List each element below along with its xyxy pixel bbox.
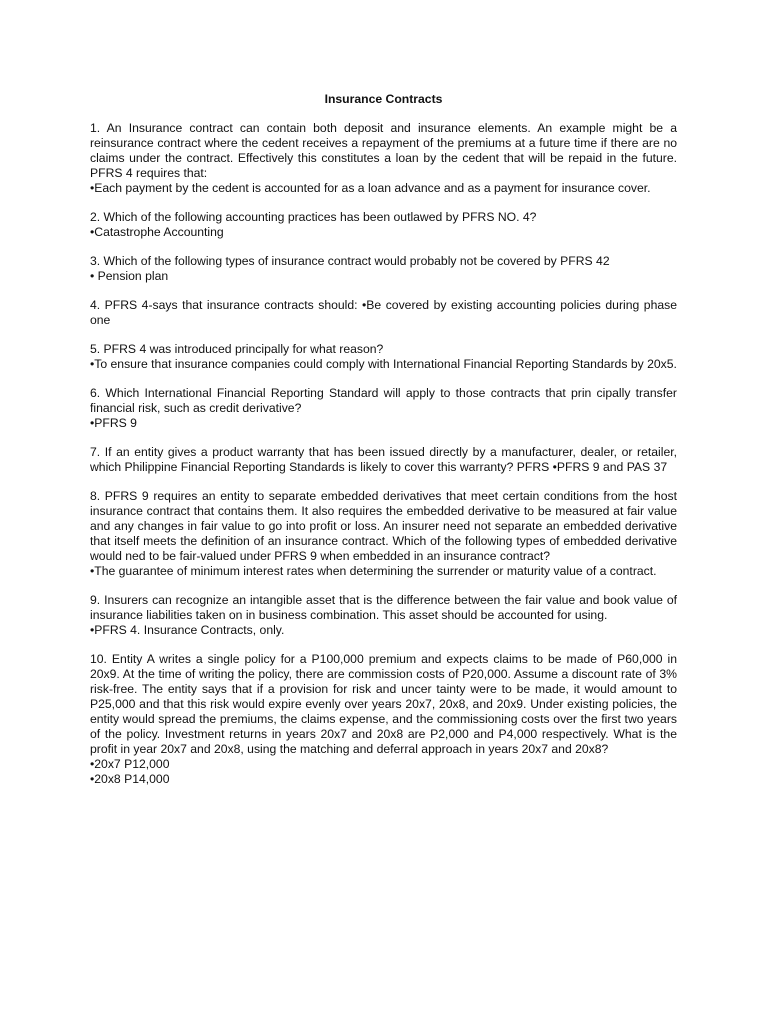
question-text: 2. Which of the following accounting practices has been outlawed by PFRS NO. 4? [90, 210, 537, 224]
question-text: 6. Which International Financial Reporting Standard will apply to those contracts that prin cipally transfer financial risk, such as credit derivative? [90, 386, 677, 415]
question-9 [90, 593, 677, 638]
answer: •PFRS 4. Insurance Contracts, only. [90, 623, 285, 637]
question-text: 3. Which of the following types of insurance contract would probably not be covered by PFRS 42 [90, 254, 610, 268]
question-7 [90, 445, 677, 475]
answer: •Catastrophe Accounting [90, 225, 224, 239]
question-text: 5. PFRS 4 was introduced principally for what reason? [90, 342, 384, 356]
question-text: 10. Entity A writes a single policy for a P100,000 premium and expects claims to be made of P60,000 in 20x9. At the time of writing the policy, there are commission costs of P20,000. Assume a discount rate of 3% risk-free. The entity says that if a provision for risk and uncer tainty were to be made, it would amount to P25,000 and that this risk would expire evenly over years 20x7, 20x8, and 20x9. Under existing policies, the entity would spread the premiums, the claims expense, and the commissioning costs over the first two years of the policy. Investment returns in years 20x7 and 20x8 are P2,000 and P4,000 respectively. What is the profit in year 20x7 and 20x8, using the matching and deferral approach in years 20x7 and 20x8? [90, 652, 677, 756]
question-5 [90, 342, 677, 372]
question-text: 7. If an entity gives a product warranty that has been issued directly by a manufacturer, dealer, or retailer, which Philippine Financial Reporting Standards is likely to cover this warranty? PFRS •PFRS 9 and PAS 37 [90, 445, 677, 474]
answer: •20x8 P14,000 [90, 772, 170, 786]
document-title: Insurance Contracts [324, 92, 443, 106]
answer: •20x7 P12,000 [90, 757, 170, 771]
question-8 [90, 489, 677, 579]
question-text: 1. An Insurance contract can contain both deposit and insurance elements. An example might be a reinsurance contract where the cedent receives a repayment of the premiums at a future time if there are no claims under the contract. Effectively this constitutes a loan by the cedent that will be repaid in the future. PFRS 4 requires that: [90, 121, 677, 180]
question-3 [90, 254, 677, 284]
question-text: 9. Insurers can recognize an intangible asset that is the difference between the fair value and book value of insurance liabilities taken on in business combination. This asset should be accounted for using. [90, 593, 677, 622]
question-2 [90, 210, 677, 240]
answer: •To ensure that insurance companies could comply with International Financial Reporting Standards by 20x5. [90, 357, 677, 371]
answer: •PFRS 9 [90, 416, 137, 430]
answer: •Each payment by the cedent is accounted for as a loan advance and as a payment for insurance cover. [90, 181, 651, 195]
answer: • Pension plan [90, 269, 169, 283]
question-4 [90, 298, 677, 328]
question-text: 8. PFRS 9 requires an entity to separate embedded derivatives that meet certain conditions from the host insurance contract that contains them. It also requires the embedded derivative to be measured at fair value and any changes in fair value to go into profit or loss. An insurer need not separate an embedded derivative that itself meets the definition of an insurance contract. Which of the following types of embedded derivative would ned to be fair-valued under PFRS 9 when embedded in an insurance contract? [90, 489, 677, 563]
question-6 [90, 386, 677, 431]
question-1 [90, 121, 677, 196]
answer: •The guarantee of minimum interest rates when determining the surrender or maturity value of a contract. [90, 564, 657, 578]
question-text: 4. PFRS 4-says that insurance contracts should: •Be covered by existing accounting policies during phase one [90, 298, 677, 327]
document-page [90, 92, 677, 801]
question-10 [90, 652, 677, 787]
